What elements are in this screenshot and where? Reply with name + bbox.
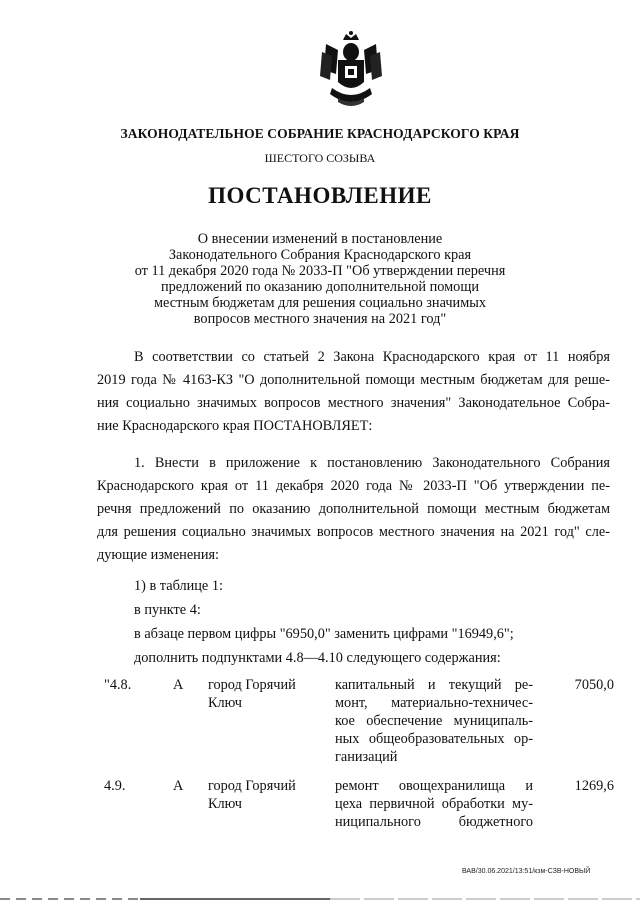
row-number: "4.8. <box>104 677 132 693</box>
document-type-title: ПОСТАНОВЛЕНИЕ <box>208 183 432 208</box>
municipality-line: Ключ <box>208 695 242 711</box>
preamble-line: 2019 года № 4163-КЗ "О дополнительной помощи местным бюджетам для реше- <box>97 372 610 388</box>
row-amount: 7050,0 <box>574 677 614 693</box>
municipality-line: Ключ <box>208 796 242 812</box>
subitem-table-1: 1) в таблице 1: <box>134 578 223 594</box>
row-municipality <box>208 777 318 813</box>
assembly-title: ЗАКОНОДАТЕЛЬНОЕ СОБРАНИЕ КРАСНОДАРСКОГО КРАЯ <box>120 126 520 141</box>
description-line: монт, материально-техничес- <box>335 695 533 711</box>
municipality-line: город Горячий <box>208 778 296 794</box>
subject-line: вопросов местного значения на 2021 год" <box>193 311 447 327</box>
coat-of-arms-icon <box>318 30 384 112</box>
description-line: ремонт овощехранилища и <box>335 778 533 794</box>
row-category: А <box>173 778 184 794</box>
row-description <box>335 676 533 766</box>
convocation-label: ШЕСТОГО СОЗЫВА <box>264 151 376 165</box>
subject-line: местным бюджетам для решения социально значимых <box>153 295 487 311</box>
subject-line: Законодательного Собрания Краснодарского края <box>168 247 472 263</box>
item-1-line: 1. Внести в приложение к постановлению Законодательного Собрания <box>134 455 610 471</box>
item-1-line: дующие изменения: <box>97 547 220 563</box>
description-line: кое обеспечение муниципаль- <box>335 713 533 729</box>
subitem-replace-figures: в абзаце первом цифры "6950,0" заменить цифрами "16949,6"; <box>134 626 514 642</box>
preamble-line: ние Краснодарского края ПОСТАНОВЛЯЕТ: <box>97 418 373 434</box>
description-line: цеха первичной обработки му- <box>335 796 533 812</box>
subitem-add-points: дополнить подпунктами 4.8—4.10 следующего содержания: <box>134 650 501 666</box>
item-1-paragraph <box>97 452 610 567</box>
item-1-line: для решения социально значимых вопросов местного значения на 2021 год" сле- <box>97 524 610 540</box>
footer-code: ВАВ/30.06.2021/13:51/кзм-СЗВ-НОВЫЙ <box>462 868 591 875</box>
row-description <box>335 777 533 831</box>
preamble-paragraph <box>97 346 610 438</box>
subject-line: от 11 декабря 2020 года № 2033-П "Об утверждении перечня <box>134 263 506 279</box>
subject-line: О внесении изменений в постановление <box>197 231 443 247</box>
description-line: ниципального бюджетного <box>335 814 533 830</box>
preamble-line: ния социально значимых вопросов местного значения" Законодательное Собра- <box>97 395 610 411</box>
row-number: 4.9. <box>104 778 126 794</box>
preamble-line: В соответствии со статьей 2 Закона Краснодарского края от 11 ноября <box>134 349 610 365</box>
scan-edge-line <box>0 897 640 901</box>
description-line: ных общеобразовательных ор- <box>335 731 533 747</box>
document-subject <box>0 231 640 327</box>
row-municipality <box>208 676 318 712</box>
municipality-line: город Горячий <box>208 677 296 693</box>
description-line: капитальный и текущий ре- <box>335 677 533 693</box>
subitem-point-4: в пункте 4: <box>134 602 201 618</box>
row-amount: 1269,6 <box>574 778 614 794</box>
description-line: ганизаций <box>335 749 398 765</box>
item-1-line: Краснодарского края от 11 декабря 2020 года № 2033-П "Об утверждении пе- <box>97 478 610 494</box>
row-category: А <box>173 677 184 693</box>
item-1-line: речня предложений по оказанию дополнительной помощи местным бюджетам <box>97 501 610 517</box>
subject-line: предложений по оказанию дополнительной помощи <box>161 279 479 295</box>
